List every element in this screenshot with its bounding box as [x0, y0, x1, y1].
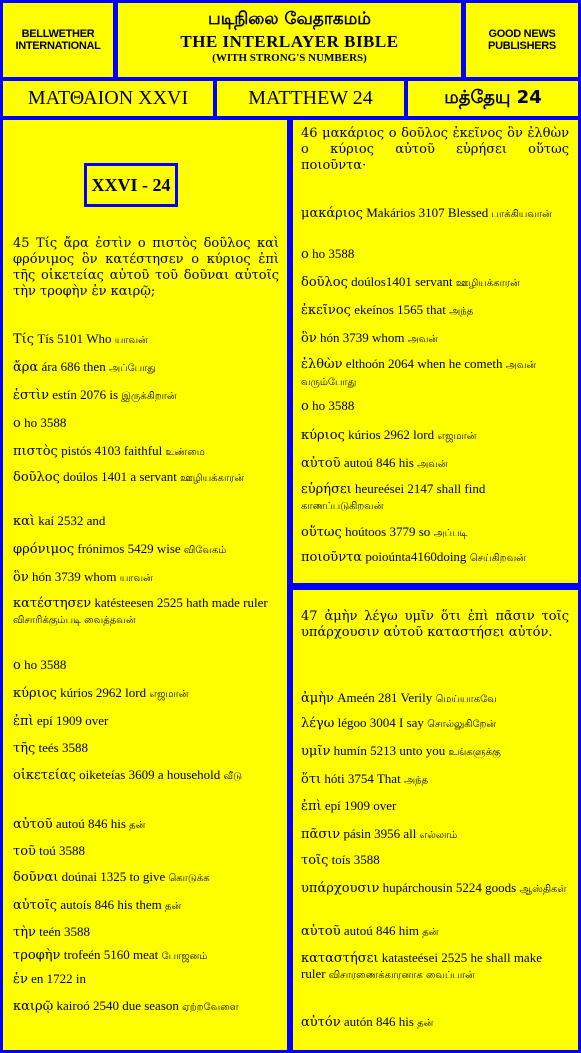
- greek-word: ο: [301, 247, 309, 262]
- greek-word: κατέστησεν: [13, 596, 92, 611]
- transliteration: légoo 3004 I say: [334, 715, 428, 730]
- greek-word: τῆς: [13, 741, 36, 756]
- chapter-text: XXVI - 24: [91, 174, 171, 195]
- title-english: THE INTERLAYER BIBLE: [180, 32, 399, 51]
- word-entry: [13, 443, 279, 460]
- transliteration: autoís 846 his them: [57, 897, 166, 912]
- word-entry: [13, 541, 279, 558]
- word-entry: [13, 998, 279, 1015]
- greek-word: καταστήσει: [301, 951, 379, 966]
- word-entry: [13, 469, 279, 486]
- greek-word: καὶ: [13, 514, 36, 529]
- greek-word: ἐπὶ: [13, 714, 34, 729]
- greek-word: αὐτοῦ: [301, 924, 341, 939]
- word-entry: [301, 852, 569, 868]
- greek-word: αὐτόν: [301, 1015, 341, 1030]
- tamil-gloss: அந்த: [403, 775, 428, 786]
- word-entry: [13, 843, 279, 859]
- word-entry: [301, 715, 569, 732]
- greek-word: δοῦλος: [13, 470, 60, 485]
- word-entry: [13, 740, 279, 756]
- transliteration: hón 3739 whom: [28, 569, 120, 584]
- tamil-gloss: அப்படி: [433, 528, 468, 539]
- greek-word: τὴν: [13, 925, 36, 940]
- transliteration: autón 846 his: [340, 1014, 418, 1029]
- tamil-gloss: ஆஸ்திகள்: [519, 884, 567, 895]
- tamil-gloss: யாவன்: [114, 335, 148, 346]
- transliteration: ho 3588: [20, 415, 67, 430]
- logo-text: INTERNATIONAL: [15, 40, 101, 52]
- word-entry: [13, 713, 279, 729]
- transliteration: hoútoos 3779 so: [341, 524, 434, 539]
- tamil-gloss: வீடு: [223, 771, 243, 782]
- word-entry: [13, 947, 279, 964]
- tamil-gloss: செய்கிறவன்: [469, 553, 526, 564]
- transliteration: teén 3588: [35, 924, 91, 939]
- word-entry: [13, 657, 279, 673]
- transliteration: kúrios 2962 lord: [56, 685, 150, 700]
- tamil-gloss: ஊழியக்காரன்: [455, 278, 520, 289]
- tamil-gloss: அந்த: [449, 306, 474, 317]
- transliteration: teés 3588: [35, 740, 88, 755]
- transliteration: toú 3588: [35, 843, 86, 858]
- transliteration: doúnai 1325 to give: [58, 869, 169, 884]
- transliteration: oiketeías 3609 a household: [75, 767, 224, 782]
- book-greek-label: ΜΑΤΘΑΙΟΝ XXVI: [27, 87, 189, 109]
- book-english: [217, 81, 404, 116]
- word-entry: [13, 816, 279, 833]
- tamil-gloss: காணப்படுகிறவன்: [301, 501, 384, 512]
- word-entry: [13, 924, 279, 940]
- word-entry: [13, 359, 279, 376]
- transliteration: hón 3739 whom: [316, 330, 408, 345]
- greek-word: μακάριος: [301, 206, 363, 221]
- greek-word: δοῦλος: [301, 275, 348, 290]
- greek-word: ποιοῦντα: [301, 550, 363, 565]
- greek-word: τροφὴν: [13, 948, 61, 963]
- tamil-gloss: உங்களுக்கு: [448, 747, 501, 758]
- word-entry: [13, 897, 279, 914]
- title-block: [118, 3, 461, 77]
- tamil-gloss: இருக்கிறான்: [121, 391, 177, 402]
- transliteration: ekeínos 1565 that: [350, 302, 450, 317]
- transliteration: pistós 4103 faithful: [57, 443, 166, 458]
- tamil-gloss: தன்: [422, 927, 439, 938]
- chapter-label: [84, 163, 178, 207]
- greek-word: λέγω: [301, 716, 335, 731]
- tamil-gloss: சொல்லுகிறேன்: [427, 719, 497, 730]
- word-entry: [301, 826, 569, 843]
- tamil-gloss: எஜமான்: [437, 431, 477, 442]
- transliteration: pásin 3956 all: [340, 826, 420, 841]
- greek-word: ἀμὴν: [301, 691, 334, 706]
- bellwether-logo: [3, 3, 113, 77]
- greek-word: ὃν: [301, 331, 317, 346]
- greek-word: αὐτοῦ: [301, 456, 341, 471]
- transliteration: ho 3588: [308, 246, 355, 261]
- transliteration: frónimos 5429 wise: [74, 541, 184, 556]
- transliteration: doúlos 1401 a servant: [59, 469, 181, 484]
- transliteration: heureései 2147 shall find: [351, 481, 486, 496]
- subtitle: (WITH STRONG'S NUMBERS): [212, 52, 367, 64]
- book-english-label: MATTHEW 24: [248, 87, 373, 109]
- word-entry: [301, 950, 569, 983]
- word-entry: [13, 595, 279, 628]
- transliteration: ára 686 then: [38, 359, 109, 374]
- greek-word: ο: [13, 416, 21, 431]
- greek-word: ἐπὶ: [301, 799, 322, 814]
- tamil-gloss: விசாரிக்கும்படி வைத்தவன்: [13, 615, 136, 626]
- tamil-gloss: போஜனம்: [161, 951, 208, 962]
- word-entry: [301, 398, 569, 414]
- greek-word: υπάρχουσιν: [301, 881, 380, 896]
- word-entry: [301, 274, 569, 291]
- transliteration: katasteései 2525 he shall make ruler: [301, 950, 542, 981]
- tamil-gloss: தன்: [165, 901, 182, 912]
- tamil-gloss: ஏற்றவேளை: [182, 1002, 239, 1013]
- word-entry: [13, 869, 279, 886]
- book-tamil-label: மத்தேயு 24: [444, 87, 542, 108]
- greek-word: εὑρήσει: [301, 482, 352, 497]
- title-tamil: படிநிலை வேதாகமம்: [208, 9, 371, 29]
- greek-word: φρόνιμος: [13, 542, 75, 557]
- logo-text: PUBLISHERS: [488, 40, 556, 52]
- verse-47-text: 47 ἀμὴν λέγω υμῖν ὅτι ἐπὶ πᾶσιν τοῖς υπάρχουσιν αὐτοῦ καταστήσει αὐτόν.: [301, 609, 569, 640]
- logo-text: GOOD NEWS: [488, 28, 556, 40]
- tamil-gloss: அவன்: [417, 459, 448, 470]
- word-entry: [13, 767, 279, 784]
- tamil-gloss: உண்மை: [165, 447, 205, 458]
- transliteration: Tís 5101 Who: [34, 331, 115, 346]
- tamil-gloss: ஊழியக்காரன்: [180, 473, 245, 484]
- transliteration: doúlos1401 servant: [347, 274, 456, 289]
- word-entry: [301, 455, 569, 472]
- word-entry: [301, 1014, 569, 1031]
- greek-word: τοῦ: [13, 844, 36, 859]
- book-greek: [3, 81, 213, 116]
- tamil-gloss: அவன்: [407, 334, 439, 345]
- transliteration: kaí 2532 and: [35, 513, 106, 528]
- transliteration: en 1722 in: [27, 971, 87, 986]
- transliteration: epí 1909 over: [321, 798, 397, 813]
- word-entry: [301, 356, 569, 390]
- greek-word: αὐτοῦ: [13, 817, 53, 832]
- word-entry: [301, 481, 569, 514]
- tamil-gloss: எஜமான்: [149, 689, 189, 700]
- tamil-gloss: விவேகம்: [183, 545, 227, 556]
- word-entry: [301, 205, 569, 222]
- greek-word: κύριος: [13, 686, 57, 701]
- transliteration: ho 3588: [20, 657, 67, 672]
- tamil-gloss: கொடுக்க: [168, 873, 210, 884]
- transliteration: katésteesen 2525 hath made ruler: [91, 595, 268, 610]
- word-entry: [301, 302, 569, 319]
- transliteration: autoú 846 him: [340, 923, 423, 938]
- greek-word: οὕτως: [301, 525, 342, 540]
- word-entry: [301, 690, 569, 707]
- word-entry: [301, 427, 569, 444]
- greek-word: τοῖς: [301, 853, 329, 868]
- greek-word: ἄρα: [13, 360, 39, 375]
- word-entry: [13, 971, 279, 987]
- transliteration: hupárchousin 5224 goods: [379, 880, 520, 895]
- transliteration: estín 2076 is: [49, 387, 122, 402]
- transliteration: ho 3588: [308, 398, 355, 413]
- logo-text: BELLWETHER: [21, 28, 95, 40]
- word-entry: [301, 246, 569, 262]
- word-entry: [301, 524, 569, 541]
- greek-word: ἐκεῖνος: [301, 303, 351, 318]
- transliteration: kúrios 2962 lord: [344, 427, 438, 442]
- tamil-gloss: எல்லாம்: [419, 830, 458, 841]
- greek-word: ἐλθὼν: [301, 357, 343, 372]
- transliteration: trofeén 5160 meat: [60, 947, 162, 962]
- greek-word: ὃν: [13, 570, 29, 585]
- greek-word: ἐστὶν: [13, 388, 50, 403]
- word-entry: [301, 923, 569, 940]
- greek-word: οἰκετείας: [13, 768, 76, 783]
- greek-word: ο: [13, 658, 21, 673]
- word-entry: [301, 771, 569, 788]
- tamil-gloss: மெய்யாகவே: [435, 694, 497, 705]
- tamil-gloss: தன்: [417, 1018, 434, 1029]
- transliteration: hóti 3754 That: [321, 771, 404, 786]
- greek-word: ο: [301, 399, 309, 414]
- greek-word: υμῖν: [301, 744, 331, 759]
- transliteration: elthoón 2064 when he cometh: [342, 356, 506, 371]
- word-entry: [13, 415, 279, 431]
- word-entry: [301, 743, 569, 760]
- tamil-gloss: அவன் வரும்போது: [301, 360, 537, 388]
- word-entry: [13, 569, 279, 586]
- word-entry: [301, 880, 569, 897]
- transliteration: poioúnta4160doing: [362, 549, 470, 564]
- word-entry: [13, 685, 279, 702]
- tamil-gloss: யாவன்: [119, 573, 153, 584]
- greek-word: καιρῷ: [13, 999, 54, 1014]
- word-entry: [13, 331, 279, 348]
- greek-word: ὅτι: [301, 772, 322, 787]
- tamil-gloss: அப்போது: [108, 363, 156, 374]
- greek-word: ἐν: [13, 972, 28, 987]
- greek-word: αὐτοῖς: [13, 898, 58, 913]
- word-entry: [301, 798, 569, 814]
- transliteration: humín 5213 unto you: [330, 743, 449, 758]
- verse-46-text: 46 μακάριος ο δοῦλος ἐκεῖνος ὃν ἐλθὼν ο κύριος αὐτοῦ εὑρήσει οὕτως ποιοῦντα·: [301, 126, 569, 173]
- word-entry: [13, 387, 279, 404]
- transliteration: epí 1909 over: [33, 713, 109, 728]
- word-entry: [301, 330, 569, 347]
- transliteration: autoú 846 his: [52, 816, 130, 831]
- tamil-gloss: தன்: [129, 820, 146, 831]
- word-entry: [13, 513, 279, 529]
- greek-word: δοῦναι: [13, 870, 59, 885]
- word-entry: [301, 549, 569, 566]
- greek-word: πιστὸς: [13, 444, 58, 459]
- greek-word: Τίς: [13, 332, 35, 347]
- greek-word: πᾶσιν: [301, 827, 341, 842]
- book-tamil: [408, 81, 578, 116]
- tamil-gloss: பாக்கியவான்: [491, 209, 552, 220]
- transliteration: Makários 3107 Blessed: [362, 205, 492, 220]
- greek-word: κύριος: [301, 428, 345, 443]
- tamil-gloss: விசாரணைக்காரனாக வைப்பான்: [328, 970, 475, 981]
- verse-45-text: 45 Τίς ἄρα ἐστὶν ο πιστὸς δοῦλος καὶ φρόνιμος ὃν κατέστησεν ο κύριος ἐπὶ τῆς οἰκετείας αὐτοῦ τοῦ δοῦναι αὐτοῖς τὴν τροφὴν ἐν καιρῷ;: [13, 236, 279, 299]
- good-news-logo: [466, 3, 578, 77]
- transliteration: Ameén 281 Verily: [333, 690, 436, 705]
- transliteration: kairoó 2540 due season: [53, 998, 183, 1013]
- transliteration: autoú 846 his: [340, 455, 418, 470]
- transliteration: toís 3588: [328, 852, 380, 867]
